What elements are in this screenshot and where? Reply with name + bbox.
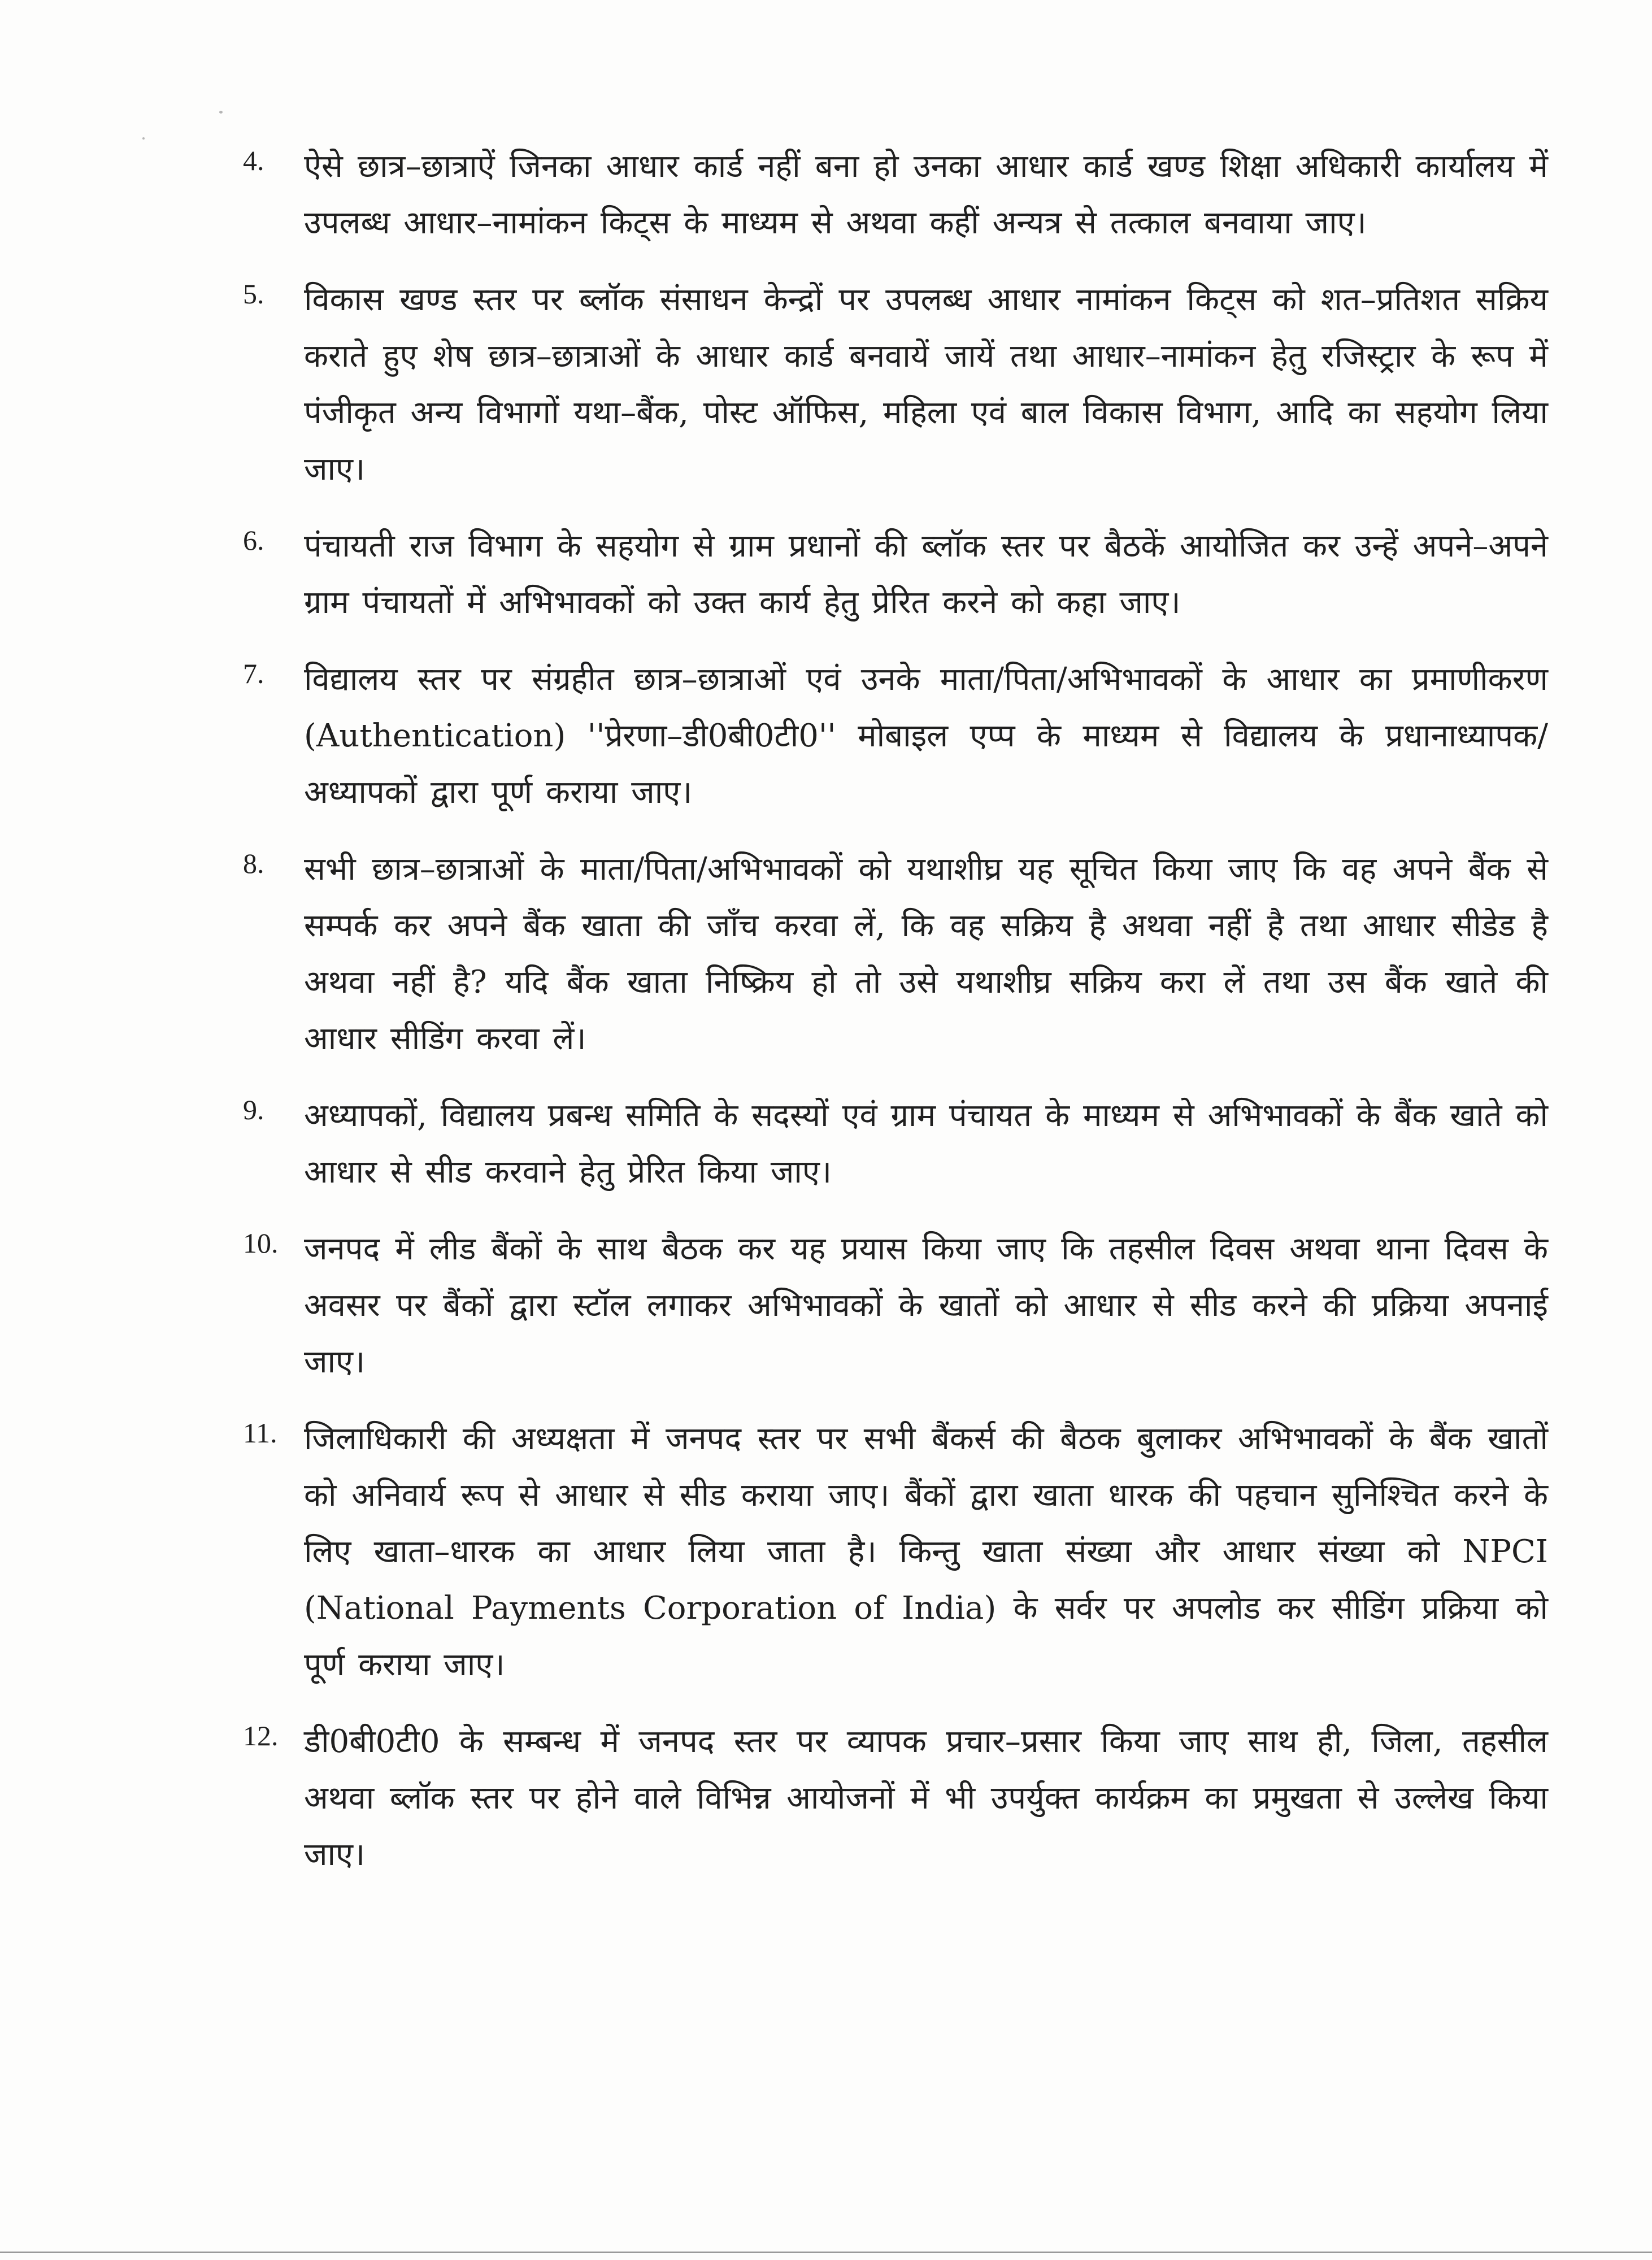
item-number: 8.: [243, 847, 264, 879]
list-item-9: [232, 1088, 1548, 1201]
list-item-8: [232, 841, 1548, 1067]
item-text: विकास खण्ड स्तर पर ब्लॉक संसाधन केन्द्रों पर उपलब्ध आधार नामांकन किट्स को शत–प्रतिशत सक्रिय कराते हुए शेष छात्र–छात्राओं के आधार कार्ड बनवायें जायें तथा आधार–नामांकन हेतु रजिस्ट्रार के रूप में पंजीकृत अन्य विभागों यथा–बैंक, पोस्ट ऑफिस, महिला एवं बाल विकास विभाग, आदि का सहयोग लिया जाए।: [304, 281, 1548, 488]
list-item-4: [232, 138, 1548, 251]
item-number: 10.: [243, 1227, 279, 1259]
list-item-7: [232, 651, 1548, 821]
item-number: 7.: [243, 658, 264, 689]
scan-speck: [142, 137, 145, 140]
list-item-12: [232, 1714, 1548, 1883]
item-text: जनपद में लीड बैंकों के साथ बैठक कर यह प्रयास किया जाए कि तहसील दिवस अथवा थाना दिवस के अवसर पर बैंकों द्वारा स्टॉल लगाकर अभिभावकों के खातों को आधार से सीड करने की प्रक्रिया अपनाई जाए।: [304, 1231, 1548, 1380]
item-text: ऐसे छात्र–छात्राऐं जिनका आधार कार्ड नहीं बना हो उनका आधार कार्ड खण्ड शिक्षा अधिकारी कार्यालय में उपलब्ध आधार–नामांकन किट्स के माध्यम से अथवा कहीं अन्यत्र से तत्काल बनवाया जाए।: [304, 148, 1548, 241]
instruction-list: [232, 138, 1548, 1903]
item-number: 9.: [243, 1094, 264, 1125]
list-item-5: [232, 272, 1548, 498]
item-text: जिलाधिकारी की अध्यक्षता में जनपद स्तर पर सभी बैंकर्स की बैठक बुलाकर अभिभावकों के बैंक खातों को अनिवार्य रूप से आधार से सीड कराया जाए। बैंकों द्वारा खाता धारक की पहचान सुनिश्चित करने के लिए खाता–धारक का आधार लिया जाता है। किन्तु खाता संख्या और आधार संख्या को NPCI (National Payments Corporation of India) के सर्वर पर अपलोड कर सीडिंग प्रक्रिया को पूर्ण कराया जाए।: [304, 1420, 1548, 1683]
item-number: 4.: [243, 145, 264, 176]
list-item-10: [232, 1221, 1548, 1390]
item-text: सभी छात्र–छात्राओं के माता/पिता/अभिभावकों को यथाशीघ्र यह सूचित किया जाए कि वह अपने बैंक से सम्पर्क कर अपने बैंक खाता की जाँच करवा लें, कि वह सक्रिय है अथवा नहीं है तथा आधार सीडेड है अथवा नहीं है? यदि बैंक खाता निष्क्रिय हो तो उसे यथाशीघ्र सक्रिय करा लें तथा उस बैंक खाते की आधार सीडिंग करवा लें।: [304, 851, 1548, 1057]
item-text: पंचायती राज विभाग के सहयोग से ग्राम प्रधानों की ब्लॉक स्तर पर बैठकें आयोजित कर उन्हें अपने–अपने ग्राम पंचायतों में अभिभावकों को उक्त कार्य हेतु प्रेरित करने को कहा जाए।: [304, 528, 1548, 621]
item-number: 6.: [243, 524, 264, 556]
item-number: 12.: [243, 1720, 279, 1751]
list-item-11: [232, 1411, 1548, 1693]
item-number: 5.: [243, 278, 264, 310]
item-number: 11.: [243, 1417, 277, 1449]
scan-speck: [219, 111, 223, 114]
page-bottom-edge: [0, 2252, 1652, 2253]
item-text: डी0बी0टी0 के सम्बन्ध में जनपद स्तर पर व्यापक प्रचार–प्रसार किया जाए साथ ही, जिला, तहसील अथवा ब्लॉक स्तर पर होने वाले विभिन्न आयोजनों में भी उपर्युक्त कार्यक्रम का प्रमुखता से उल्लेख किया जाए।: [304, 1723, 1548, 1873]
item-text: विद्यालय स्तर पर संग्रहीत छात्र–छात्राओं एवं उनके माता/पिता/अभिभावकों के आधार का प्रमाणीकरण (Authentication) ''प्रेरणा–डी0बी0टी0'' मोबाइल एप्प के माध्यम से विद्यालय के प्रधानाध्यापक/अध्यापकों द्वारा पूर्ण कराया जाए।: [304, 661, 1548, 811]
item-text: अध्यापकों, विद्यालय प्रबन्ध समिति के सदस्यों एवं ग्राम पंचायत के माध्यम से अभिभावकों के बैंक खाते को आधार से सीड करवाने हेतु प्रेरित किया जाए।: [304, 1097, 1548, 1190]
list-item-6: [232, 518, 1548, 631]
